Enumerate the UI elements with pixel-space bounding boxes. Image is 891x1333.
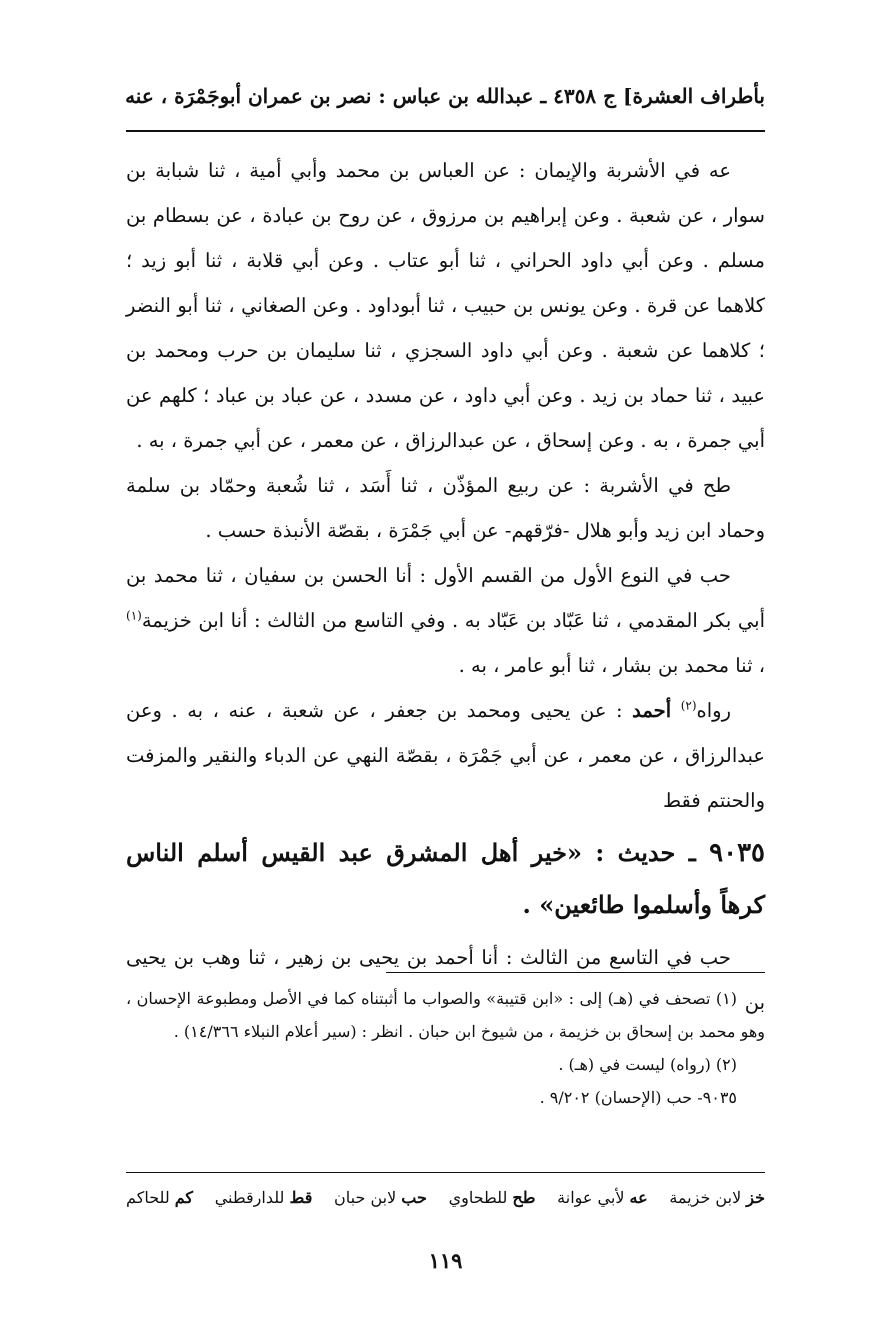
legend-text: للحاكم: [126, 1188, 170, 1207]
legend-text: لابن حبان: [334, 1188, 397, 1207]
paragraph-ahmad: [126, 688, 765, 823]
running-header: [126, 84, 765, 108]
paragraph-ibn-hibban-2: حب في التاسع من الثالث : أنا أحمد بن يحيى بن زهير ، ثنا وهب بن يحيى بن: [126, 946, 765, 1014]
footnote-ref-1: (١): [126, 608, 142, 623]
legend-text: لابن خزيمة: [669, 1188, 742, 1207]
hadith-number: ٩٠٣٥: [709, 838, 765, 868]
legend-text: للدارقطني: [214, 1188, 285, 1207]
legend-abbr: خز: [746, 1188, 765, 1207]
legend-item: [669, 1188, 765, 1207]
legend-item: [215, 1188, 313, 1207]
legend-abbr: طح: [512, 1188, 536, 1207]
footnote-divider: [386, 972, 765, 973]
footnote-2: (٢) (رواه) ليست في (هـ) .: [558, 1055, 737, 1074]
legend-item: [126, 1188, 193, 1207]
abbreviation-legend: [126, 1188, 765, 1207]
footnote-1: (١) تصحف في (هـ) إلى : «ابن قتيبة» والصواب ما أثبتناه كما في الأصل ومطبوعة الإحسان ، وهو محمد بن إسحاق بن خزيمة ، من شيوخ ابن حبان . انظر : (سير أعلام النبلاء ١٤/٣٦٦) .: [126, 989, 765, 1041]
page-number: ١١٩: [428, 1248, 463, 1273]
hadith-text: ـ حديث : «خير أهل المشرق عبد القيس أسلم الناس كرهاً وأسلموا طائعين» .: [126, 838, 765, 919]
footnote-3: ٩٠٣٥- حب (الإحسان) ٩/٢٠٢ .: [539, 1088, 737, 1107]
main-text: [126, 148, 765, 1025]
paragraph-ahmad-lead: رواه: [696, 699, 732, 722]
footnotes: [126, 982, 765, 1114]
paragraph-ibn-hibban-text: حب في النوع الأول من القسم الأول : أنا الحسن بن سفيان ، ثنا محمد بن أبي بكر المقدمي ، ثنا عَبّاد بن عَبّاد به . وفي التاسع من الثالث : أنا ابن خزيمة: [126, 564, 765, 632]
header-chapter: ٤٣٥ ـ عبدالله بن عباس : نصر بن عمران أبوجَمْرَة ، عنه: [125, 84, 586, 108]
paragraph-ibn-hibban-text-end: ، ثنا محمد بن بشار ، ثنا أبو عامر ، به .: [458, 654, 765, 677]
legend-abbr: كم: [174, 1188, 194, 1207]
header-divider: [126, 130, 765, 132]
legend-item: [449, 1188, 536, 1207]
paragraph-ibn-hibban: [126, 553, 765, 688]
hadith-heading: [126, 827, 765, 931]
legend-abbr: قط: [289, 1188, 313, 1207]
legend-abbr: عه: [629, 1188, 648, 1207]
paragraph-tahawi: طح في الأشربة : عن ربيع المؤذّن ، ثنا أَسَد ، ثنا شُعبة وحمّاد بن سلمة وحماد ابن زيد وأبو هلال -فرّقهم- عن أبي جَمْرَة ، بقصّة الأنبذة حسب .: [126, 474, 765, 542]
legend-divider: [126, 1172, 765, 1173]
legend-abbr: حب: [401, 1188, 427, 1207]
legend-text: للطحاوي: [448, 1188, 508, 1207]
legend-item: [334, 1188, 427, 1207]
legend-text: لأبي عوانة: [557, 1188, 625, 1207]
paragraph-awana: عه في الأشربة والإيمان : عن العباس بن محمد وأبي أمية ، ثنا شبابة بن سوار ، عن شعبة . وعن إبراهيم بن مرزوق ، عن روح بن عبادة ، عن بسطام بن مسلم . وعن أبي داود الحراني ، ثنا أبو عتاب . وعن أبي قلابة ، ثنا أبو زيد ؛ كلاهما عن قرة . وعن يونس بن حبيب ، ثنا أبوداود . وعن الصغاني ، ثنا أبو النضر ؛ كلاهما عن شعبة . وعن أبي داود السجزي ، ثنا سليمان بن حرب ومحمد بن عبيد ، ثنا حماد بن زيد . وعن أبي داود ، عن مسدد ، عن عباد بن عباد ؛ كلهم عن أبي جمرة ، به . وعن إسحاق ، عن عبدالرزاق ، عن معمر ، عن أبي جمرة ، به .: [126, 159, 765, 452]
legend-item: [557, 1188, 648, 1207]
footnote-ref-2: (٢): [680, 698, 697, 713]
paragraph-ahmad-text: : عن يحيى ومحمد بن جعفر ، عن شعبة ، عنه ، به . وعن عبدالرزاق ، عن معمر ، عن أبي جَمْرَة ، بقصّة النهي عن الدباء والنقير والمزفت والحنتم فقط: [126, 699, 765, 812]
paragraph-ahmad-name: أحمد: [632, 699, 672, 722]
header-volume: بأطراف العشرة] ج ٨: [585, 84, 765, 108]
